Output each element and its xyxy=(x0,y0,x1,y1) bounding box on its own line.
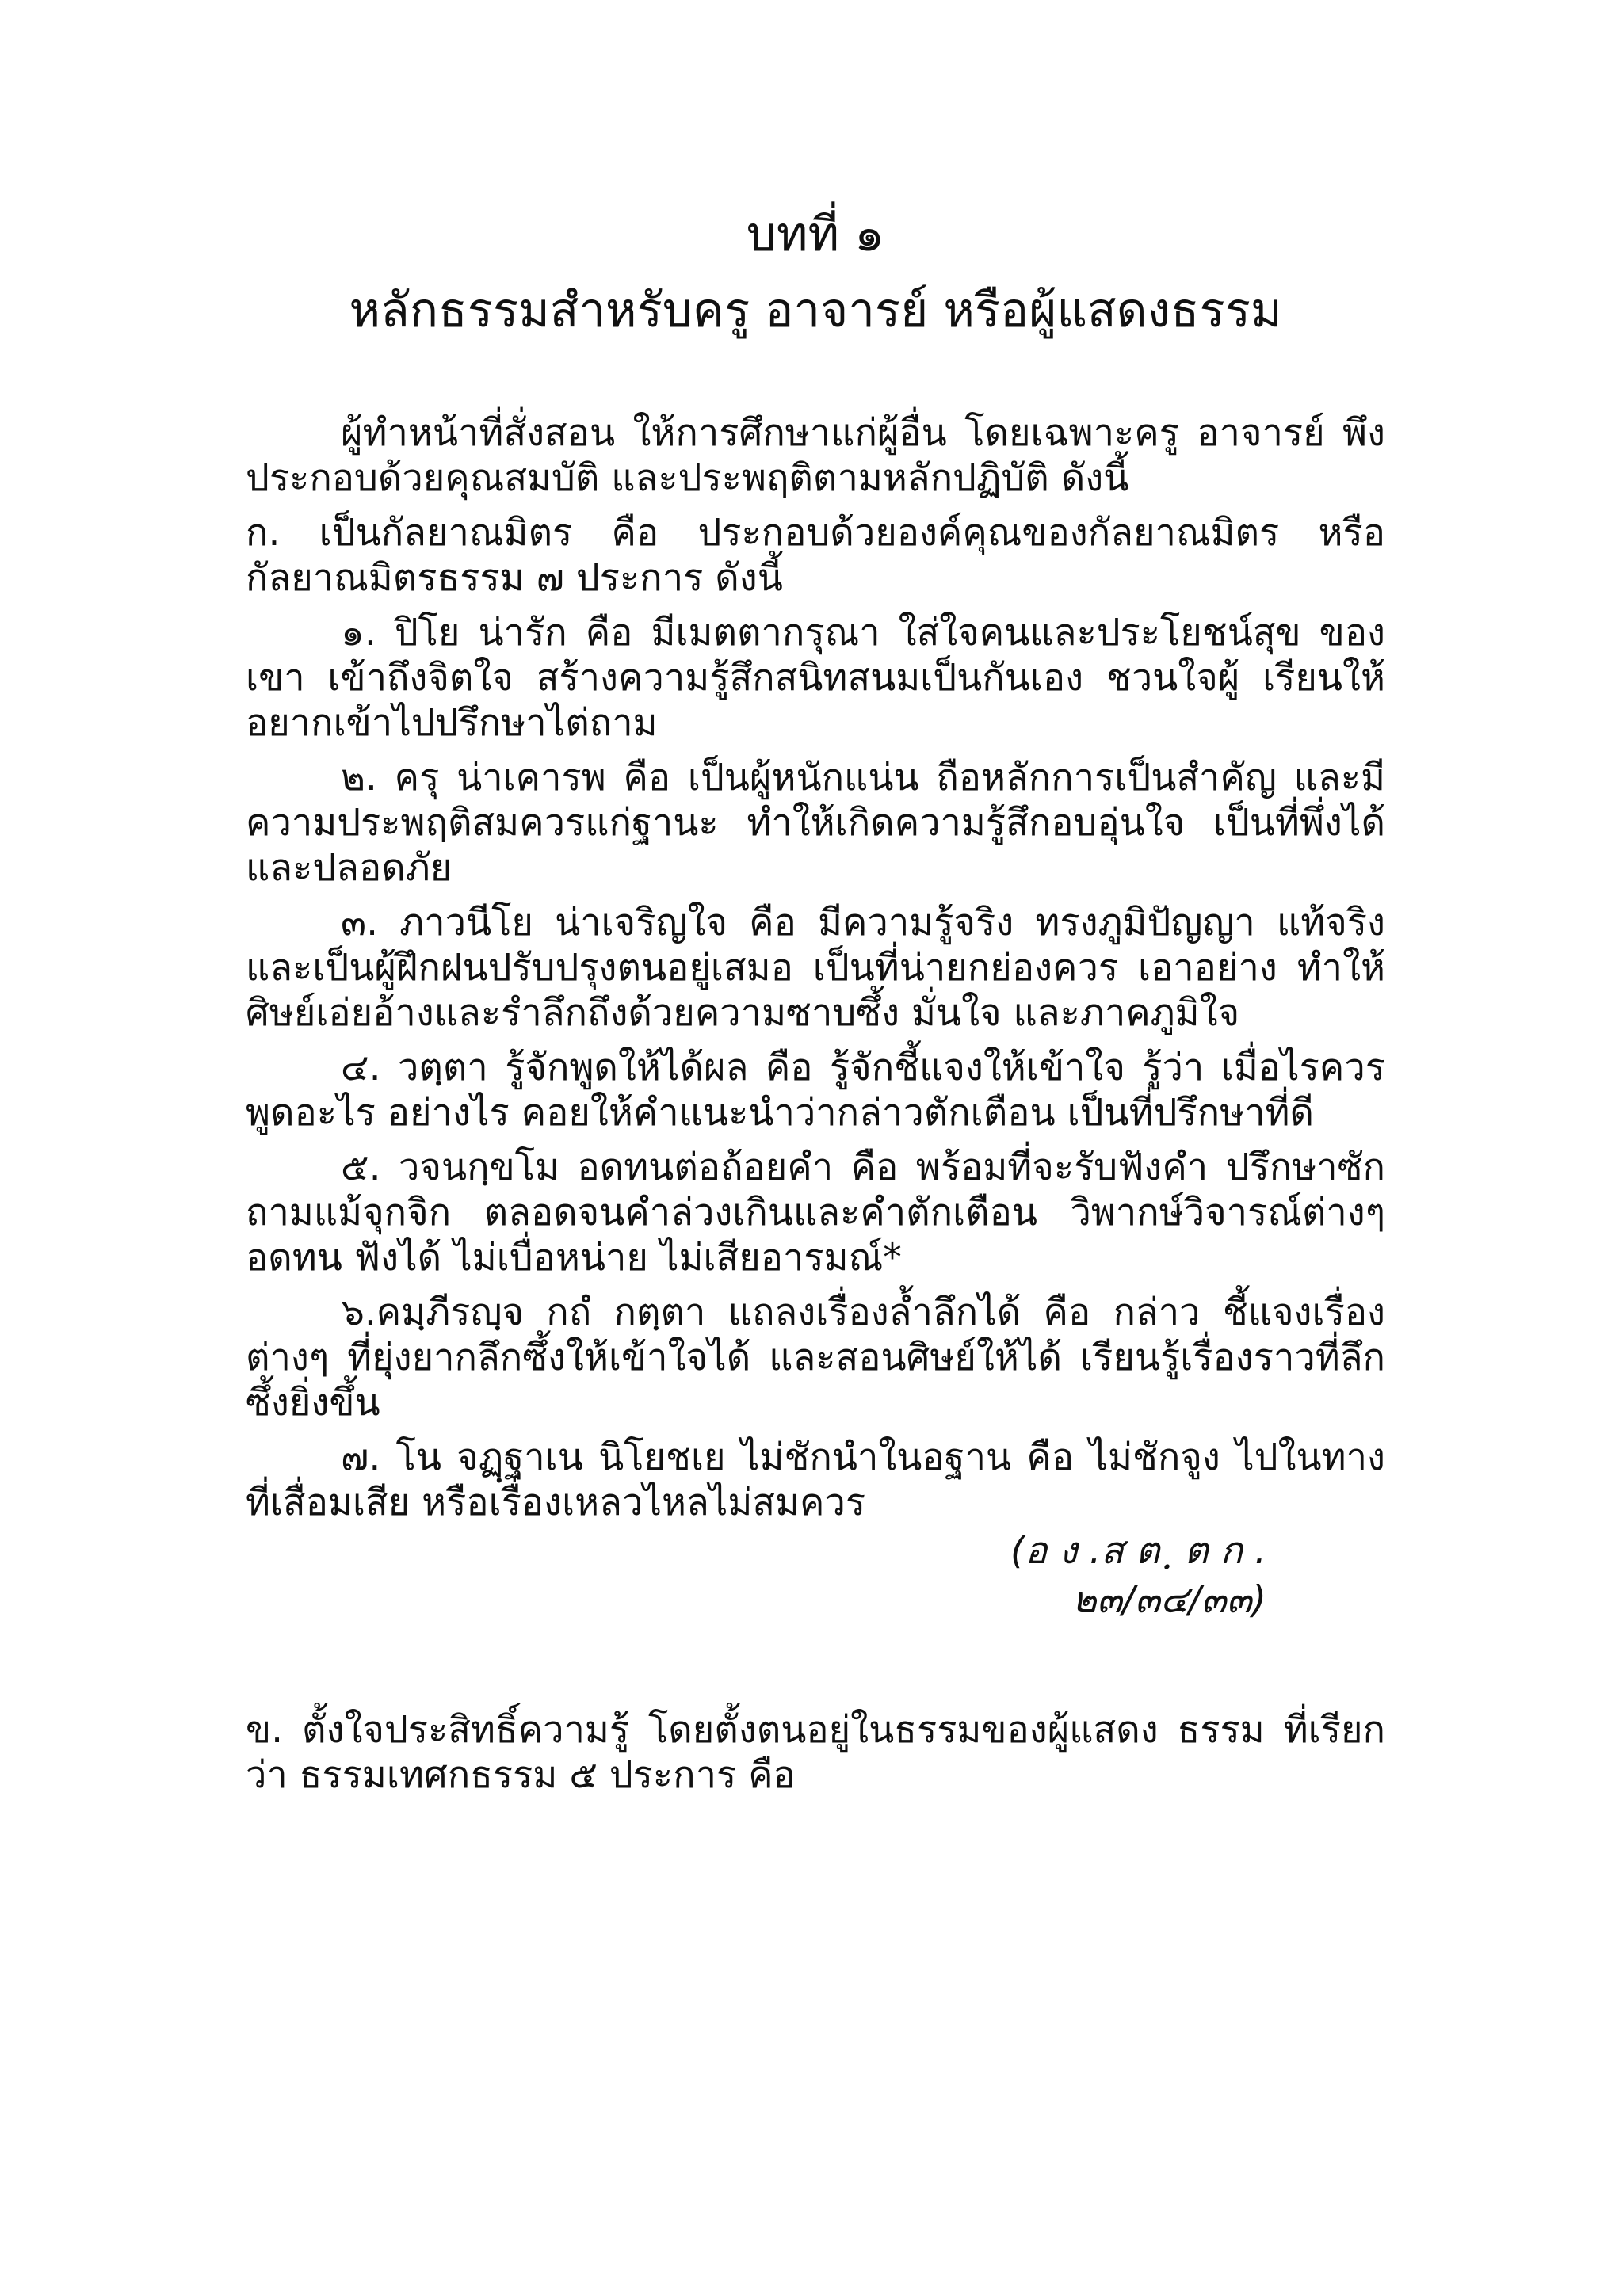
citation-line: ๒๓/๓๔/๓๓) xyxy=(1071,1578,1266,1622)
list-item: ๕. วจนกฺขโม อดทนต่อถ้อยคำ คือ พร้อมที่จะรับฟังคำ ปรึกษาซักถามแม้จุกจิก ตลอดจนคำล่วงเกินและคำตักเตือน วิพากษ์วิจารณ์ต่างๆ อดทน ฟังได้ ไม่เบื่อหน่าย ไม่เสียอารมณ์* xyxy=(246,1146,1385,1280)
citation xyxy=(246,1527,1266,1625)
chapter-heading xyxy=(246,196,1385,349)
list-item: ๑. ปิโย น่ารัก คือ มีเมตตากรุณา ใส่ใจคนและประโยชน์สุข ของเขา เข้าถึงจิตใจ สร้างความรู้สึกสนิทสนมเป็นกันเอง ชวนใจผู้ เรียนให้อยากเข้าไปปรึกษาไต่ถาม xyxy=(246,611,1385,745)
chapter-title: บทที่ ๑ xyxy=(746,207,885,262)
list-item: ๒. ครุ น่าเคารพ คือ เป็นผู้หนักแน่น ถือหลักการเป็นสำคัญ และมีความประพฤติสมควรแก่ฐานะ ทำให้เกิดความรู้สึกอบอุ่นใจ เป็นที่พึ่งได้และปลอดภัย xyxy=(246,756,1385,890)
chapter-subtitle: หลักธรรมสำหรับครู อาจารย์ หรือผู้แสดงธรรม xyxy=(349,283,1282,338)
list-item: ๓. ภาวนีโย น่าเจริญใจ คือ มีความรู้จริง ทรงภูมิปัญญา แท้จริง และเป็นผู้ฝึกฝนปรับปรุงตนอยู่เสมอ เป็นที่น่ายกย่องควร เอาอย่าง ทำให้ศิษย์เอ่ยอ้างและรำลึกถึงด้วยความซาบซึ้ง มั่นใจ และภาคภูมิใจ xyxy=(246,901,1385,1035)
list-item: ๖.คมฺภีรญฺจ กถํ กตฺตา แถลงเรื่องล้ำลึกได้ คือ กล่าว ชี้แจงเรื่องต่างๆ ที่ยุ่งยากลึกซึ้งให้เข้าใจได้ และสอนศิษย์ให้ได้ เรียนรู้เรื่องราวที่ลึกซึ้งยิ่งขึ้น xyxy=(246,1291,1385,1425)
section-kh-heading: ข. ตั้งใจประสิทธิ์ความรู้ โดยตั้งตนอยู่ในธรรมของผู้แสดง ธรรม ที่เรียกว่า ธรรมเทศกธรรม ๕ ประการ คือ xyxy=(246,1708,1385,1797)
intro-paragraph: ผู้ทำหน้าที่สั่งสอน ให้การศึกษาแก่ผู้อื่น โดยเฉพาะครู อาจารย์ พึงประกอบด้วยคุณสมบัติ และประพฤติตามหลักปฏิบัติ ดังนี้ xyxy=(246,411,1385,500)
section-ka-heading: ก. เป็นกัลยาณมิตร คือ ประกอบด้วยองค์คุณของกัลยาณมิตร หรือ กัลยาณมิตรธรรม ๗ ประการ ดังนี้ xyxy=(246,511,1385,600)
list-item: ๔. วตฺตา รู้จักพูดให้ได้ผล คือ รู้จักชี้แจงให้เข้าใจ รู้ว่า เมื่อไรควรพูดอะไร อย่างไร คอยให้คำแนะนำว่ากล่าวตักเตือน เป็นที่ปรึกษาที่ดี xyxy=(246,1046,1385,1135)
list-item: ๗. โน จฏฺฐาเน นิโยชเย ไม่ชักนำในอฐาน คือ ไม่ชักจูง ไปในทางที่เสื่อมเสีย หรือเรื่องเหลวไหลไม่สมควร xyxy=(246,1436,1385,1524)
citation-line: (อ ง .ส ต ฺ ต ก . xyxy=(1010,1529,1266,1573)
